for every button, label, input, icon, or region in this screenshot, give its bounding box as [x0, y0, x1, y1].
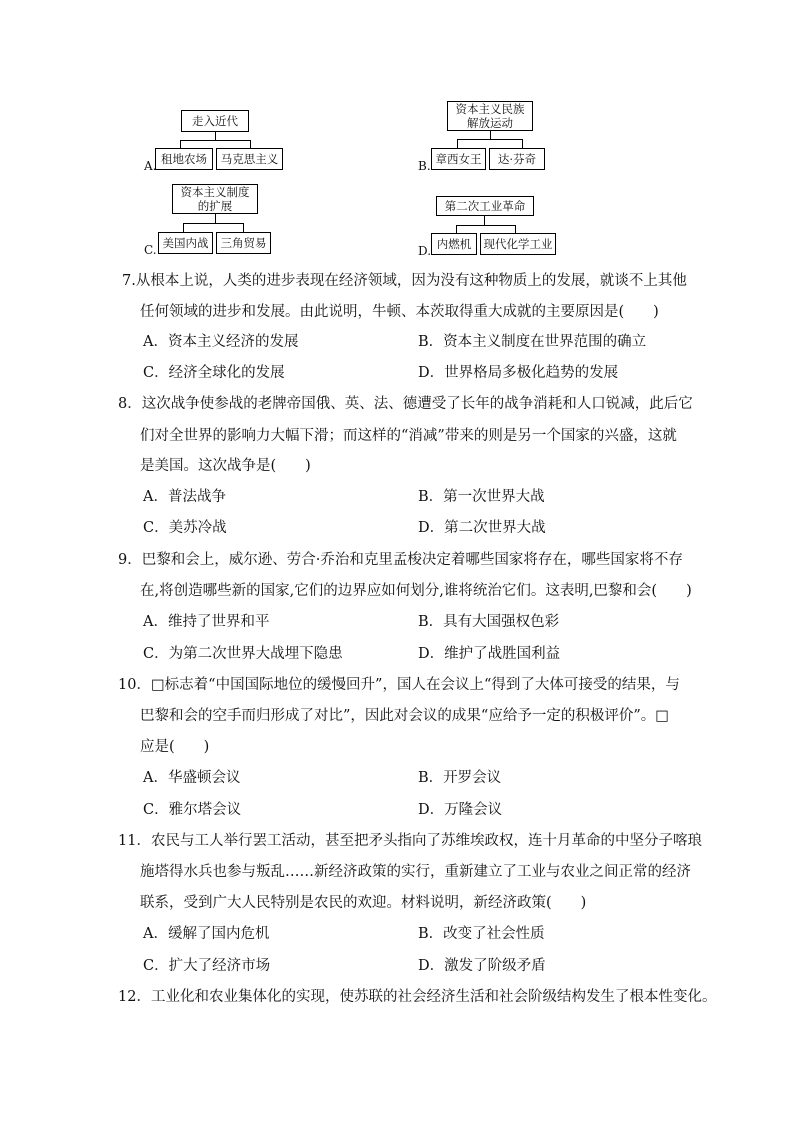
connector [484, 216, 485, 225]
diagram-b-right: 达·芬奇 [489, 148, 545, 170]
choice-c[interactable]: C．美苏冷战 [143, 520, 227, 536]
choice-b[interactable]: B．第一次世界大战 [418, 489, 545, 505]
question-text-line: 任何领域的进步和发展。由此说明，牛顿、本茨取得重大成就的主要原因是( ) [140, 304, 659, 320]
question-text-line: 巴黎和会的空手而归形成了对比”，因此对会议的成果“应给予一定的积极评价”。□ [140, 708, 669, 724]
diagram-b-left: 章西女王 [431, 148, 486, 170]
diagram-a-left: 租地农场 [155, 148, 213, 170]
connector [515, 225, 516, 233]
question-text-line: 7.从根本上说，人类的进步表现在经济领域，因为没有这种物质上的发展，就谈不上其他 [122, 273, 687, 289]
choice-a[interactable]: A．普法战争 [143, 489, 226, 505]
choice-b[interactable]: B．具有大国强权色彩 [418, 614, 560, 630]
choice-d[interactable]: D．万隆会议 [418, 802, 503, 818]
choice-a[interactable]: A．维持了世界和平 [143, 614, 270, 630]
choice-d[interactable]: D．维护了战胜国利益 [418, 646, 561, 662]
connector [183, 223, 244, 224]
question-text-line: 11．农民与工人举行罢工活动，甚至把矛头指向了苏维埃政权，连十月革命的中坚分子喀琅 [118, 833, 702, 849]
connector [180, 140, 251, 141]
choice-d[interactable]: D．激发了阶级矛盾 [418, 958, 546, 974]
connector [456, 225, 516, 226]
connector [183, 223, 184, 232]
choice-b[interactable]: B．改变了社会性质 [418, 926, 545, 942]
choice-c[interactable]: C．经济全球化的发展 [143, 365, 285, 381]
connector [456, 225, 457, 233]
diagram-c-root-line2: 的扩展 [197, 199, 233, 213]
choice-c[interactable]: C．扩大了经济市场 [143, 958, 271, 974]
connector [180, 140, 181, 148]
question-text-line: 们对全世界的影响力大幅下滑；而这样的“消减”带来的则是另一个国家的兴盛，这就 [140, 428, 677, 444]
connector [215, 214, 216, 223]
diagram-c-root-line1: 资本主义制度 [180, 185, 250, 199]
question-text-line: 在,将创造哪些新的国家,它们的边界应如何划分,谁将统治它们。这表明,巴黎和会( ) [140, 583, 692, 599]
connector [250, 140, 251, 148]
diagram-d-left: 内燃机 [431, 233, 477, 255]
question-text-line: 应是( ) [140, 739, 210, 755]
connector [243, 223, 244, 232]
choice-b[interactable]: B．开罗会议 [418, 770, 502, 786]
question-text-line: 9．巴黎和会上，威尔逊、劳合·乔治和克里孟梭决定着哪些国家将存在，哪些国家将不存 [118, 552, 683, 568]
choice-c[interactable]: C．雅尔塔会议 [143, 802, 242, 818]
connector [215, 132, 216, 140]
diagram-b-root [447, 101, 533, 131]
diagram-b-root-line1: 资本主义民族 [455, 102, 525, 116]
question-text-line: 8．这次战争使参战的老牌帝国俄、英、法、德遭受了长年的战争消耗和人口锐减，此后它 [118, 396, 693, 412]
choice-a[interactable]: A．缓解了国内危机 [143, 926, 270, 942]
diagram-a-root: 走入近代 [181, 110, 249, 132]
diagram-b-letter: B. [418, 159, 431, 173]
diagram-a-letter: A. [144, 159, 157, 173]
diagram-c-right: 三角贸易 [216, 232, 271, 254]
diagram-d-right: 现代化学工业 [480, 233, 556, 255]
question-text-line: 施塔得水兵也参与叛乱……新经济政策的实行，重新建立了工业与农业之间正常的经济 [140, 864, 691, 880]
question-text-line: 联系，受到广大人民特别是农民的欢迎。材料说明，新经济政策( ) [140, 895, 587, 911]
diagram-c-letter: C. [144, 243, 157, 257]
connector [522, 139, 523, 148]
choice-a[interactable]: A．华盛顿会议 [143, 770, 241, 786]
connector [490, 131, 491, 139]
choice-b[interactable]: B．资本主义制度在世界范围的确立 [418, 334, 647, 350]
question-text-line: 12．工业化和农业集体化的实现，使苏联的社会经济生活和社会阶级结构发生了根本性变化。 [118, 989, 717, 1005]
connector [457, 139, 523, 140]
diagram-a-right: 马克思主义 [216, 148, 283, 170]
diagram-d-root: 第二次工业革命 [436, 196, 534, 216]
choice-a[interactable]: A．资本主义经济的发展 [143, 334, 299, 350]
connector [457, 139, 458, 148]
choice-d[interactable]: D．第二次世界大战 [418, 520, 546, 536]
question-text-line: 是美国。这次战争是( ) [140, 458, 311, 474]
choice-d[interactable]: D．世界格局多极化趋势的发展 [418, 365, 619, 381]
choice-c[interactable]: C．为第二次世界大战埋下隐患 [143, 646, 343, 662]
diagram-c-root [172, 184, 258, 214]
question-text-line: 10．□标志着“中国国际地位的缓慢回升”，国人在会议上“得到了大体可接受的结果，与 [118, 677, 680, 693]
diagram-b-root-line2: 解放运动 [467, 116, 513, 130]
diagram-d-letter: D. [418, 244, 432, 258]
diagram-c-left: 美国内战 [158, 232, 213, 254]
